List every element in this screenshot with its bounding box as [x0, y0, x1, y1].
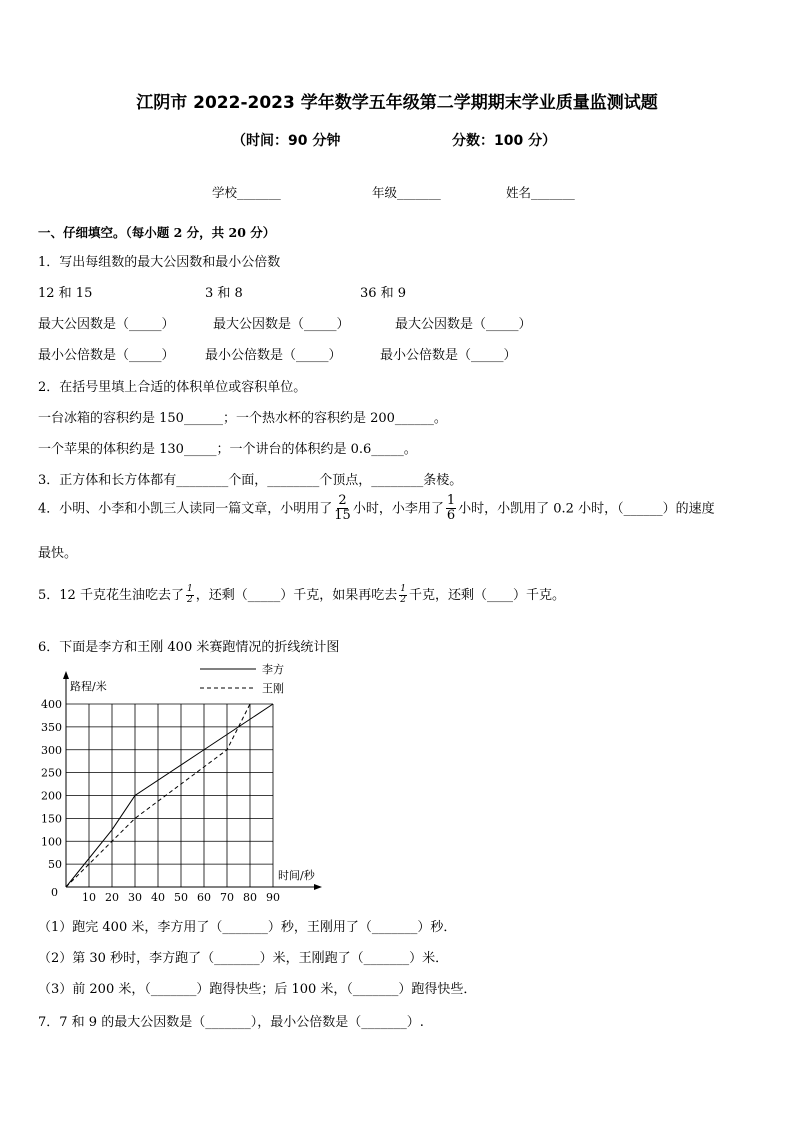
q4-fraction-1: [334, 494, 351, 524]
y-tick-label: 250: [41, 766, 62, 780]
question-5: [38, 584, 565, 606]
exam-time: （时间：90 分钟: [232, 133, 341, 149]
x-tick-label: 60: [197, 891, 211, 904]
section-heading: 一、仔细填空。（每小题 2 分，共 20 分）: [38, 225, 276, 240]
q1-lcm-2: 最小公倍数是（_____）: [205, 348, 342, 363]
y-tick-label: 200: [41, 789, 62, 803]
question-6-sub-1: （1）跑完 400 米，李方用了（_______）秒，王刚用了（_______）秒．: [38, 920, 457, 935]
name-field: 姓名_______: [506, 185, 575, 200]
q1-group-2: 3 和 8: [205, 286, 243, 301]
x-tick-label: 90: [266, 891, 280, 904]
question-6-stem: 6．下面是李方和王刚 400 米赛跑情况的折线统计图: [38, 640, 340, 655]
q5-fraction-2-num: 1: [400, 584, 406, 595]
legend-label-lifang: 李方: [262, 663, 284, 676]
q1-lcm-3: 最小公倍数是（_____）: [380, 348, 517, 363]
q4-fraction-1-num: 2: [338, 493, 347, 508]
grade-field: 年级_______: [372, 185, 441, 200]
y-axis-label: 路程/米: [70, 680, 107, 693]
x-tick-label: 30: [128, 891, 142, 904]
y-tick-label: 350: [41, 720, 62, 734]
q1-gcd-2: 最大公因数是（_____）: [213, 317, 350, 332]
race-line-chart: [40, 655, 360, 905]
question-7: 7．7 和 9 的最大公因数是（_______），最小公倍数是（_______）.: [38, 1015, 424, 1030]
q1-group-1: 12 和 15: [38, 286, 93, 301]
question-2-line-1: 一台冰箱的容积约是 150______；一个热水杯的容积约是 200______。: [38, 411, 447, 426]
question-3: 3．正方体和长方体都有________个面，________个顶点，________条棱。: [38, 473, 463, 488]
q4-fraction-1-den: 15: [334, 508, 351, 524]
question-2-line-2: 一个苹果的体积约是 130_____；一个讲台的体积约是 0.6_____。: [38, 442, 417, 457]
y-tick-label: 50: [48, 858, 62, 872]
q5-text-1: 5．12 千克花生油吃去了: [38, 588, 184, 603]
x-tick-label: 80: [243, 891, 257, 904]
x-tick-label: 10: [82, 891, 96, 904]
x-tick-label: 50: [174, 891, 188, 904]
q1-gcd-3: 最大公因数是（_____）: [395, 317, 532, 332]
q1-group-3: 36 和 9: [360, 286, 407, 301]
q5-text-3: 千克，还剩（____）千克。: [408, 588, 565, 603]
q4-text-3: 小时，小凯用了 0.2 小时，（______）的速度: [458, 501, 715, 517]
x-tick-label: 70: [220, 891, 234, 904]
y-tick-label: 100: [41, 835, 62, 849]
q4-fraction-2: [446, 494, 456, 524]
page-title: 江阴市 2022-2023 学年数学五年级第二学期期末学业质量监测试题: [136, 93, 658, 113]
y-axis-arrow: [63, 671, 69, 679]
question-4: [38, 494, 715, 524]
q5-fraction-2: [399, 585, 407, 606]
y-tick-label: 150: [41, 812, 62, 826]
x-axis-arrow: [314, 884, 322, 890]
q5-text-2: ，还剩（_____）千克，如果再吃去: [195, 588, 398, 603]
y-tick-label: 400: [41, 698, 62, 711]
x-tick-label: 40: [151, 891, 165, 904]
q4-fraction-2-num: 1: [446, 493, 456, 508]
q1-lcm-1: 最小公倍数是（_____）: [38, 348, 175, 363]
q5-fraction-1-num: 1: [186, 584, 193, 595]
x-axis-label: 时间/秒: [278, 869, 315, 882]
q5-fraction-2-den: 2: [400, 595, 406, 605]
question-6-sub-3: （3）前 200 米，（_______）跑得快些；后 100 米，（_______）跑得快些．: [38, 982, 477, 997]
exam-score: 分数：100 分）: [452, 133, 557, 149]
school-field: 学校_______: [212, 185, 281, 200]
question-6-sub-2: （2）第 30 秒时，李方跑了（_______）米，王刚跑了（_______）米．: [38, 951, 449, 966]
x-tick-label: 20: [105, 891, 119, 904]
q4-text-2: 小时，小李用了: [352, 501, 444, 517]
q5-fraction-1: [186, 585, 194, 606]
legend-label-wanggang: 王刚: [262, 682, 284, 695]
question-1-stem: 1．写出每组数的最大公因数和最小公倍数: [38, 255, 281, 270]
q4-text-1: 4．小明、小李和小凯三人读同一篇文章，小明用了: [38, 501, 333, 517]
q4-fraction-2-den: 6: [446, 508, 456, 524]
q1-gcd-1: 最大公因数是（_____）: [38, 317, 175, 332]
q5-fraction-1-den: 2: [186, 595, 193, 605]
y-tick-label: 300: [41, 743, 62, 757]
question-2-stem: 2．在括号里填上合适的体积单位或容积单位。: [38, 380, 307, 395]
origin-label: 0: [51, 886, 58, 899]
question-4-tail: 最快。: [38, 546, 78, 561]
